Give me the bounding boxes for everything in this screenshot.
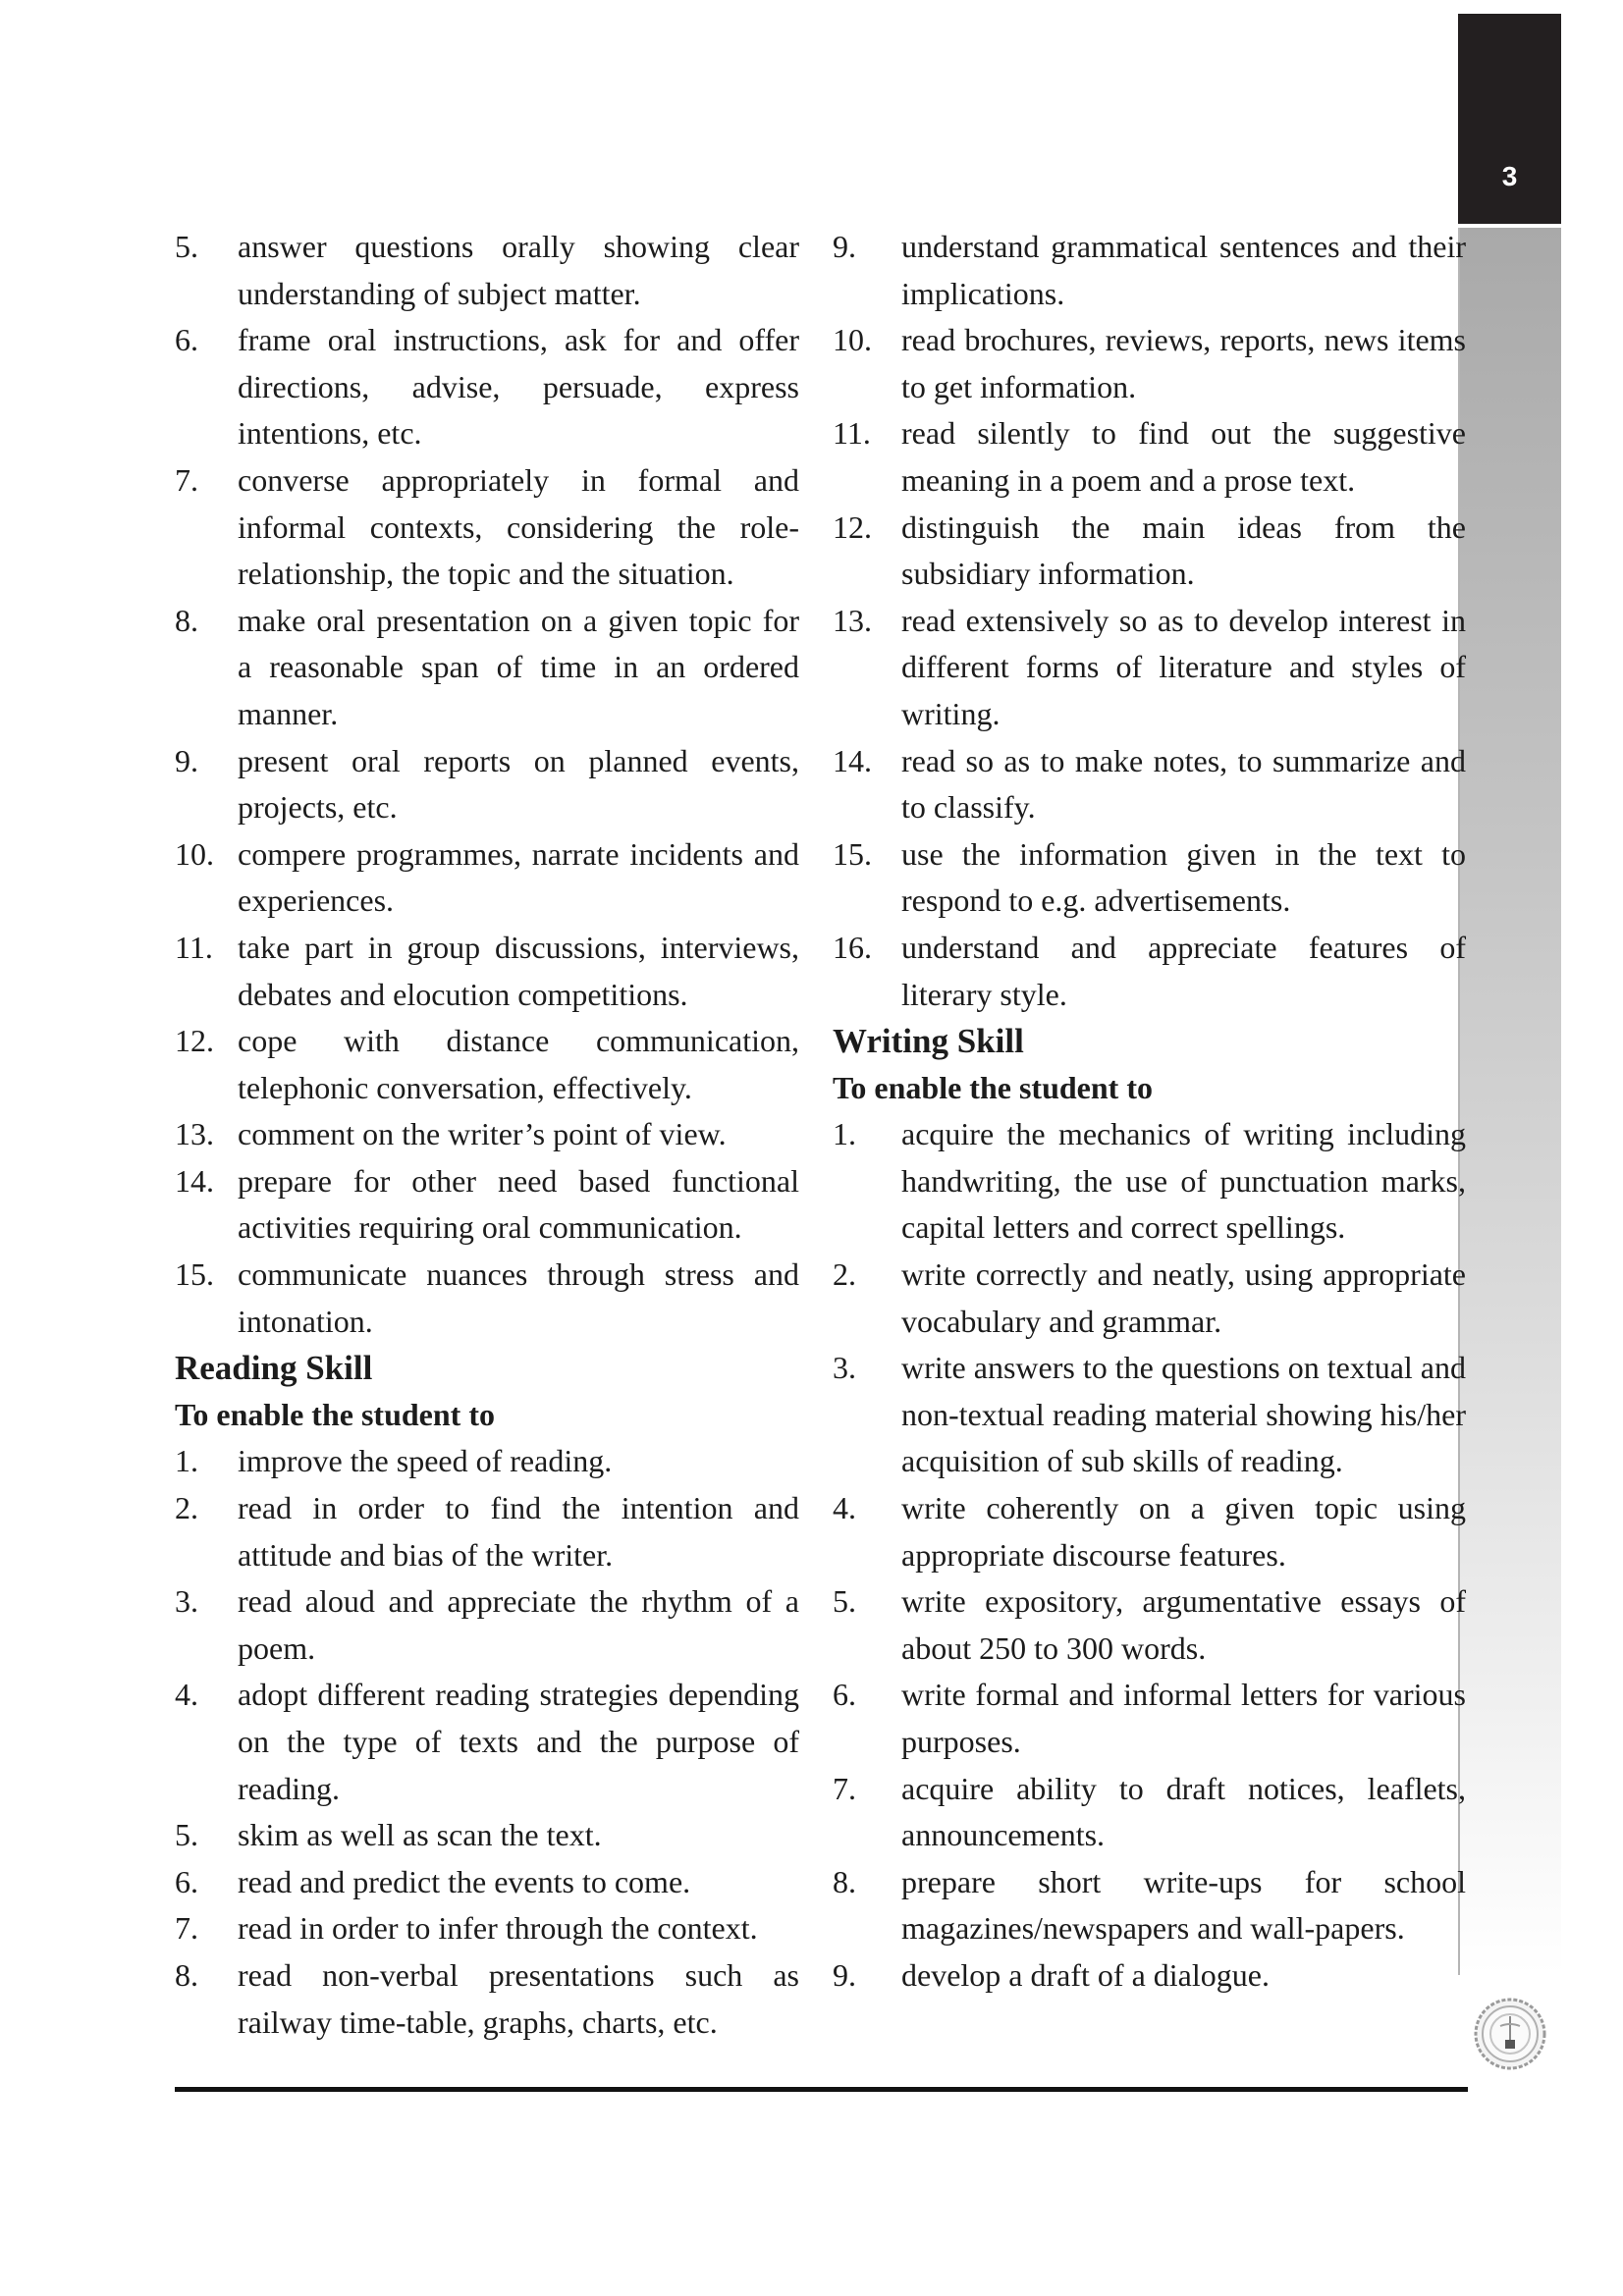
item-text: write expository, argumentative essays of about 250 to 300 words. [901,1583,1466,1666]
item-number: 4. [833,1490,856,1526]
item-text: read silently to find out the suggestive meaning in a poem and a prose text. [901,415,1466,498]
list-item [833,1766,1466,1859]
item-text: read and predict the events to come. [238,1863,691,1899]
item-number: 12. [833,508,872,545]
item-text: read in order to infer through the context. [238,1910,758,1947]
list-item [175,317,799,457]
page-number: 3 [1501,161,1518,191]
item-number: 9. [833,229,856,264]
item-number: 8. [175,1956,198,1993]
item-text: converse appropriately in formal and informal contexts, considering the role-relationship, the topic and the situation. [238,461,799,592]
list-item [175,831,799,925]
item-text: read non-verbal presentations such as railway time-table, graphs, charts, etc. [238,1956,799,2040]
item-number: 13. [175,1116,214,1152]
side-decorative-bar [1458,228,1561,1975]
item-text: read in order to find the intention and attitude and bias of the writer. [238,1490,799,1573]
item-number: 10. [175,835,214,872]
item-text: read extensively so as to develop interest in different forms of literature and styles of writing. [901,602,1466,731]
list-item [175,1578,799,1672]
item-text: frame oral instructions, ask for and offer directions, advise, persuade, express intentions, etc. [238,322,799,452]
list-item [833,1345,1466,1485]
item-text: improve the speed of reading. [238,1443,613,1479]
list-item [833,1485,1466,1578]
item-text: use the information given in the text to respond to e.g. advertisements. [901,835,1466,919]
item-number: 9. [175,742,198,778]
writing-skill-heading: Writing Skill [833,1022,1024,1061]
item-text: compere programmes, narrate incidents and experiences. [238,835,799,919]
item-text: write coherently on a given topic using appropriate discourse features. [901,1490,1466,1573]
item-number: 12. [175,1023,214,1059]
reading-skill-heading: Reading Skill [175,1349,373,1388]
item-text: make oral presentation on a given topic for a reasonable span of time in an ordered manner. [238,602,799,731]
item-text: write answers to the questions on textual and non-textual reading material showing his/her acquisition of sub skills of reading. [901,1350,1466,1479]
item-number: 5. [175,1817,198,1853]
item-text: understand and appreciate features of literary style. [901,929,1466,1012]
right-column [833,224,1466,2000]
writing-skill-subheading: To enable the student to [833,1069,1153,1105]
list-item [175,1018,799,1111]
list-item [833,1672,1466,1765]
writing-objectives-list [833,1111,1466,1999]
item-number: 4. [175,1677,198,1713]
item-text: understand grammatical sentences and their implications. [901,229,1466,311]
item-text: skim as well as scan the text. [238,1817,602,1853]
list-item [833,1859,1466,1952]
item-text: present oral reports on planned events, projects, etc. [238,742,799,826]
item-number: 11. [833,415,871,452]
item-number: 10. [833,322,872,358]
list-item [833,317,1466,410]
list-item [175,1438,799,1485]
item-number: 1. [175,1443,198,1479]
list-item [833,1252,1466,1345]
list-item [175,1672,799,1812]
item-number: 9. [833,1956,856,1993]
item-number: 15. [175,1256,214,1293]
item-text: cope with distance communication, telephonic conversation, effectively. [238,1023,799,1105]
item-number: 7. [175,461,198,498]
institution-emblem-icon [1473,1997,1547,2071]
item-text: distinguish the main ideas from the subsidiary information. [901,508,1466,592]
item-number: 14. [175,1162,214,1199]
item-number: 5. [175,229,198,264]
list-item [175,1252,799,1345]
list-item [833,831,1466,925]
speaking-objectives-list [175,224,799,1345]
list-item [175,1485,799,1578]
list-item [175,1952,799,2046]
item-text: take part in group discussions, interviews, debates and elocution competitions. [238,929,799,1012]
item-number: 13. [833,602,872,638]
item-number: 7. [175,1910,198,1947]
reading-skill-subheading: To enable the student to [175,1396,495,1432]
list-item [175,925,799,1018]
item-number: 5. [833,1583,856,1620]
item-number: 8. [175,602,198,638]
left-column [175,224,799,2046]
list-item [833,410,1466,504]
item-number: 3. [175,1583,198,1620]
list-item [175,1158,799,1252]
item-number: 11. [175,929,213,965]
item-text: write correctly and neatly, using appropriate vocabulary and grammar. [901,1256,1466,1339]
item-number: 6. [833,1677,856,1713]
list-item [833,1952,1466,2000]
list-item [175,738,799,831]
item-text: read so as to make notes, to summarize and to classify. [901,742,1466,826]
reading-objectives-continued-list [833,224,1466,1018]
list-item [175,1812,799,1859]
list-item [833,1111,1466,1252]
item-text: acquire ability to draft notices, leaflets, announcements. [901,1770,1466,1853]
list-item [833,738,1466,831]
item-number: 8. [833,1863,856,1899]
item-text: read aloud and appreciate the rhythm of a poem. [238,1583,799,1666]
item-text: answer questions orally showing clear understanding of subject matter. [238,229,799,311]
list-item [833,224,1466,317]
item-text: develop a draft of a dialogue. [901,1956,1270,1993]
item-number: 6. [175,322,198,358]
item-text: communicate nuances through stress and intonation. [238,1256,799,1339]
page-number-tab [1458,14,1561,224]
list-item [833,505,1466,598]
footer-rule [175,2087,1468,2092]
item-text: acquire the mechanics of writing including handwriting, the use of punctuation marks, capital letters and correct spellings. [901,1116,1466,1246]
item-number: 14. [833,742,872,778]
item-number: 1. [833,1116,856,1152]
item-number: 3. [833,1350,856,1386]
item-text: prepare for other need based functional activities requiring oral communication. [238,1162,799,1246]
item-text: read brochures, reviews, reports, news items to get information. [901,322,1466,404]
list-item [175,457,799,598]
item-number: 7. [833,1770,856,1806]
list-item [833,1578,1466,1672]
list-item [175,598,799,738]
reading-objectives-list [175,1438,799,2046]
list-item [833,925,1466,1018]
list-item [175,1111,799,1158]
list-item [175,224,799,317]
item-number: 2. [833,1256,856,1293]
list-item [175,1905,799,1952]
item-number: 6. [175,1863,198,1899]
list-item [833,598,1466,738]
item-text: adopt different reading strategies depending on the type of texts and the purpose of reading. [238,1677,799,1806]
item-text: comment on the writer’s point of view. [238,1116,727,1152]
list-item [175,1859,799,1906]
item-number: 16. [833,929,872,965]
item-text: prepare short write-ups for school magazines/newspapers and wall-papers. [901,1863,1466,1947]
item-text: write formal and informal letters for various purposes. [901,1677,1466,1759]
item-number: 15. [833,835,872,872]
item-number: 2. [175,1490,198,1526]
